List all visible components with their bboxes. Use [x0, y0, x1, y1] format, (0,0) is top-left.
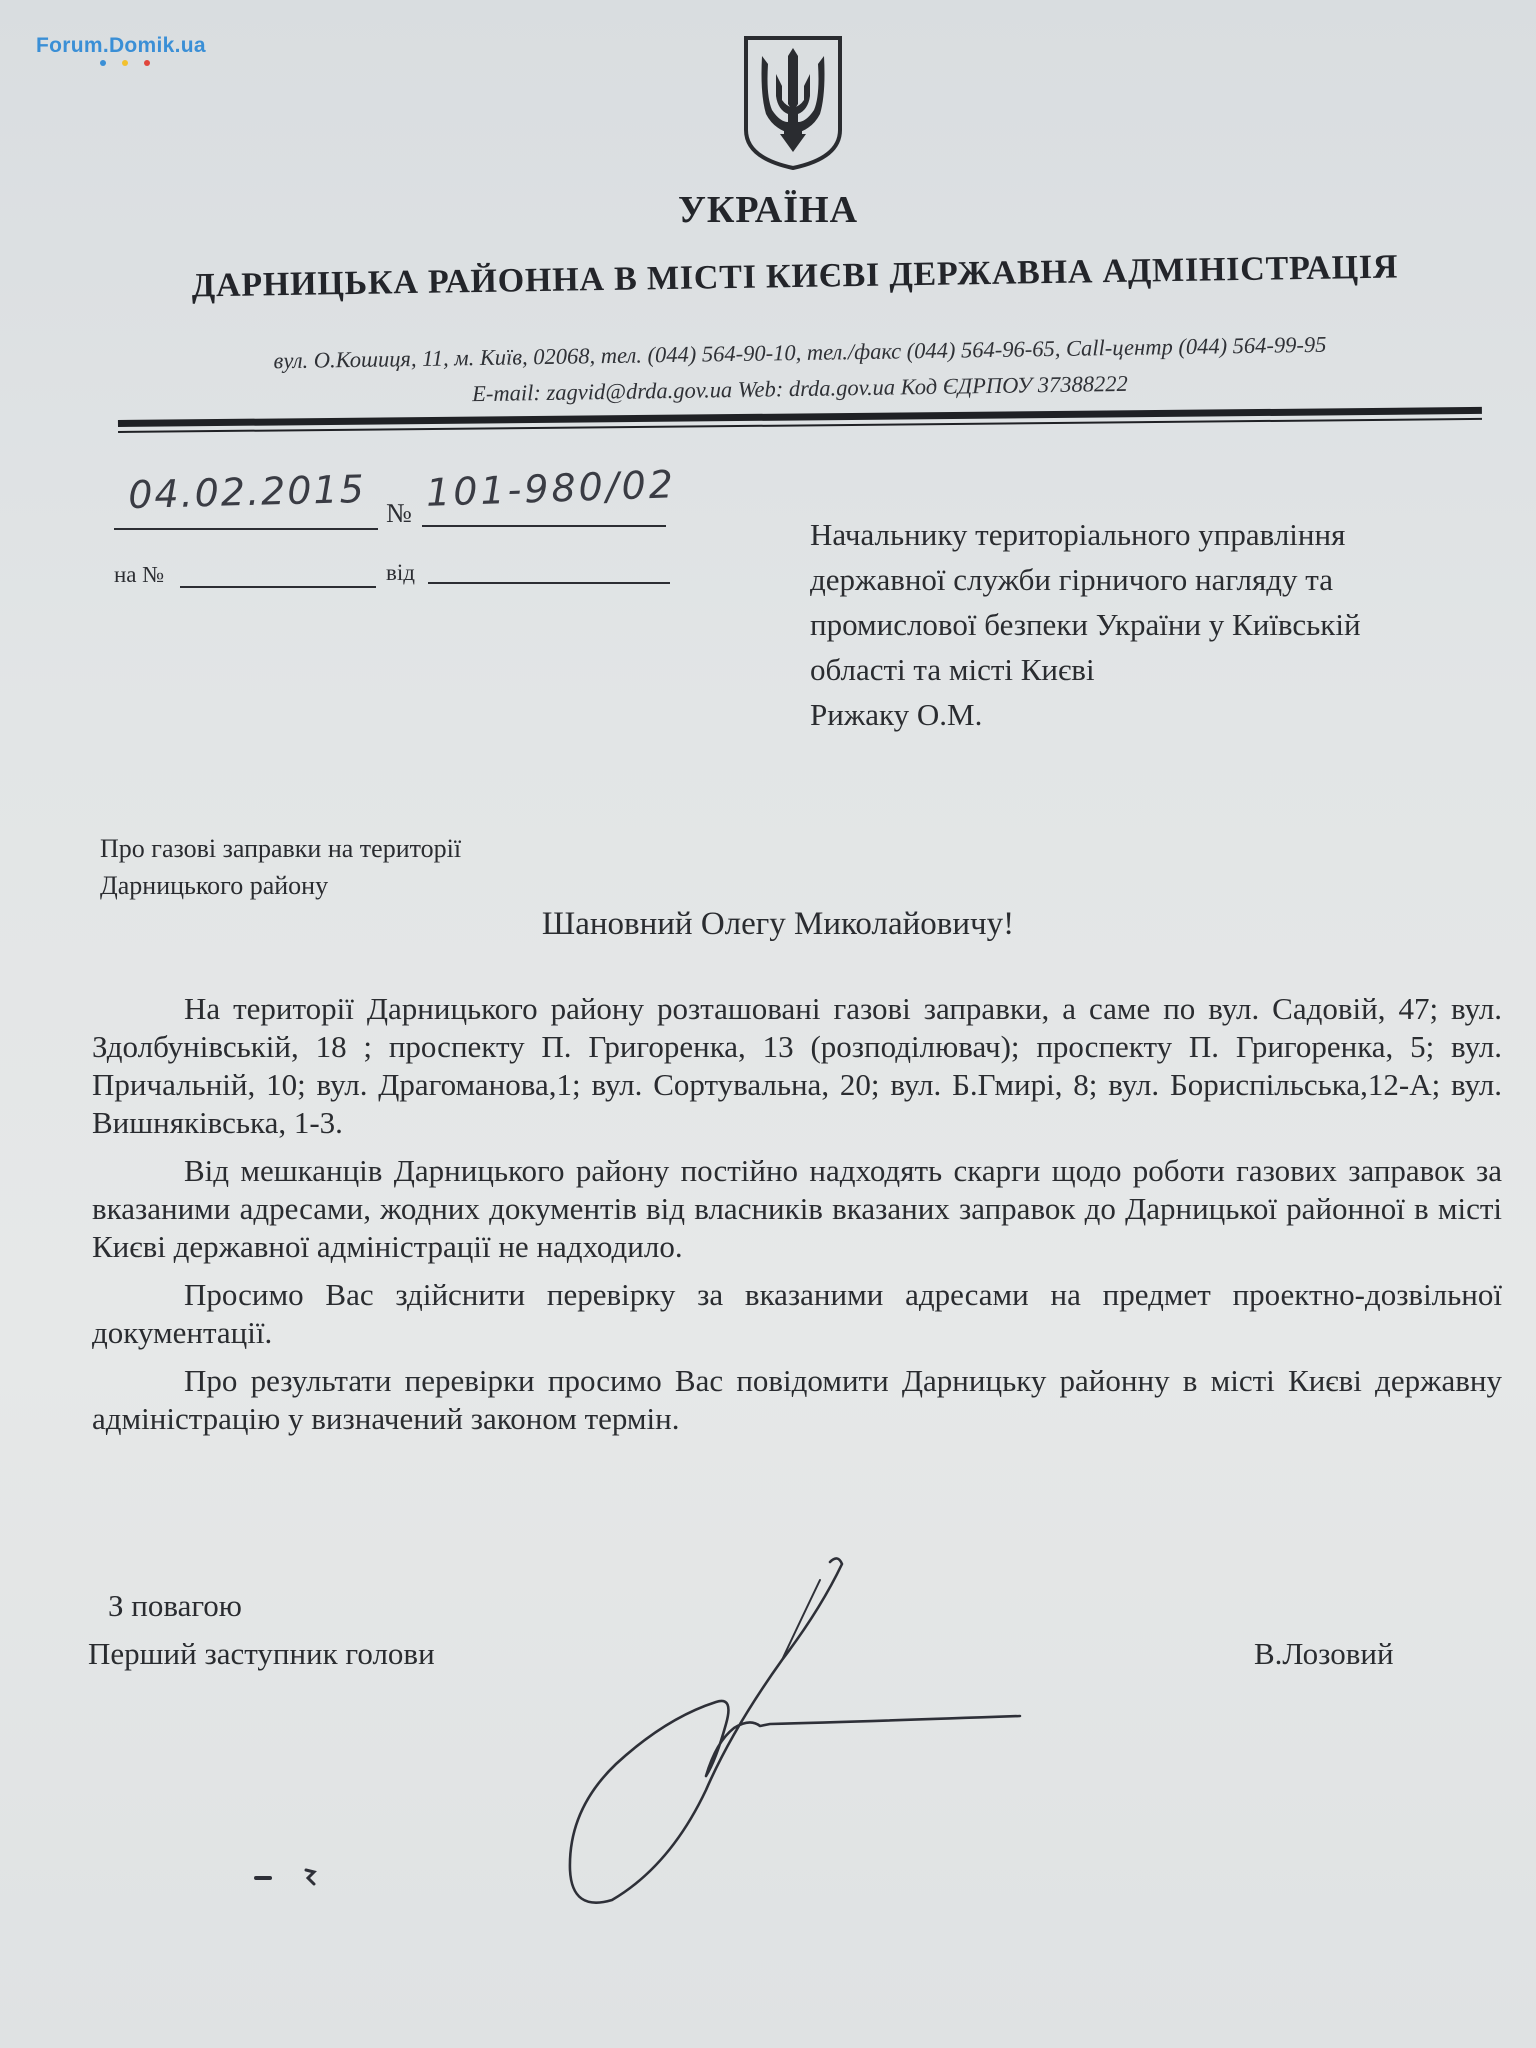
subject-block [100, 830, 461, 904]
recipient-line: області та місті Києві [810, 652, 1095, 687]
body-paragraph: Просимо Вас здійснити перевірку за вказаними адресами на предмет проектно-дозвільної документації. [92, 1277, 1502, 1350]
number-label: № [386, 498, 412, 528]
from-underline [428, 582, 670, 584]
recipient-line: державної служби гірничого нагляду та [810, 562, 1333, 597]
body-paragraph: Про результати перевірки просимо Вас повідомити Дарницьку районну в місті Києві державну адміністрацію у визначений законом термін. [92, 1363, 1502, 1436]
letter-body [92, 990, 1502, 1438]
closing-phrase: З повагою [108, 1588, 242, 1623]
signer-position: Перший заступник голови [88, 1636, 435, 1671]
watermark: Forum.Domik.ua [36, 34, 206, 57]
handwritten-signature [520, 1550, 1040, 1910]
body-paragraph: Від мешканців Дарницького району постійно надходять скарги щодо роботи газових заправок за вказаними адресами, жодних документів від власників вказаних заправок до Дарницької районної в місті Києві державної адміністрації не надходило. [92, 1153, 1502, 1264]
contacts-email-line: E-mail: zagvid@drda.gov.ua Web: drda.gov.ua Код ЄДРПОУ 37388222 [471, 370, 1128, 407]
watermark-dot [100, 60, 106, 66]
from-label: від [386, 560, 415, 585]
organization-heading: ДАРНИЦЬКА РАЙОННА В МІСТІ КИЄВІ ДЕРЖАВНА АДМІНІСТРАЦІЯ [191, 248, 1399, 305]
number-underline [422, 525, 666, 527]
header-rule [118, 407, 1482, 434]
ink-marks [250, 1860, 330, 1890]
date-underline [114, 528, 378, 530]
reply-to-label: на № [114, 562, 165, 587]
registration-date: 04.02.2015 [127, 466, 367, 518]
recipient-block [810, 512, 1500, 737]
watermark-dots [100, 60, 150, 66]
recipient-line: промислової безпеки України у Київській [810, 607, 1361, 642]
subject-line: Про газові заправки на території [100, 834, 462, 863]
contacts-address-line: вул. О.Кошиця, 11, м. Київ, 02068, тел. (044) 564-90-10, тел./факс (044) 564-96-65, Call-центр (044) 564-99-95 [273, 331, 1327, 374]
salutation: Шановний Олегу Миколайовичу! [541, 906, 1015, 942]
registration-number: 101-980/02 [425, 462, 677, 515]
recipient-line: Рижаку О.М. [810, 697, 983, 732]
country-heading: УКРАЇНА [677, 189, 859, 231]
reply-to-underline [180, 586, 376, 588]
recipient-line: Начальнику територіального управління [810, 517, 1346, 552]
body-paragraph: На території Дарницького району розташовані газові заправки, а саме по вул. Садовій, 47; вул. Здолбунівській, 18 ; проспекту П. Григоренка, 13 (розподілювач); проспекту П. Григоренка, 5; вул. Причальній, 10; вул. Драгоманова,1; вул. Сортувальна, 20; вул. Б.Гмирі, 8; вул. Бориспільська,12-А; вул. Вишняківська, 1-3. [92, 991, 1502, 1140]
subject-line: Дарницького району [100, 871, 329, 900]
trident-coat-of-arms-icon [740, 34, 846, 172]
watermark-dot [122, 60, 128, 66]
signer-name: В.Лозовий [1254, 1636, 1394, 1671]
watermark-dot [144, 60, 150, 66]
